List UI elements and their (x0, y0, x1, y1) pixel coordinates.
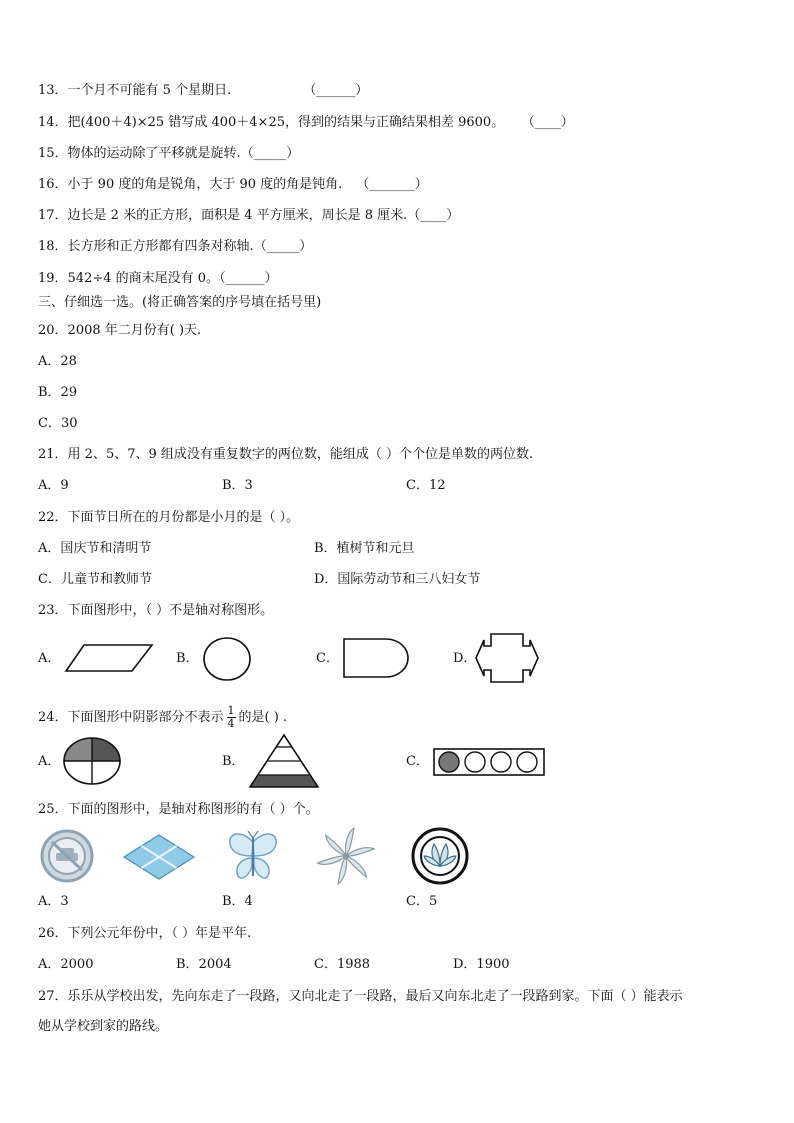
answer-blank[interactable]: （____） (528, 115, 574, 130)
option-d[interactable]: D．国际劳动节和三八妇女节 (314, 572, 481, 587)
option-b[interactable]: B．植树节和元旦 (314, 541, 415, 556)
question-27: 27．乐乐从学校出发，先向东走了一段路，又向北走了一段路，最后又向东北走了一段路到家。下面（ ）能表示 (38, 989, 683, 1004)
option-a[interactable]: A． (38, 754, 61, 769)
bullet-shape-figure (342, 637, 410, 679)
option-a[interactable]: A．国庆节和清明节 (38, 541, 152, 556)
section-heading: 三、仔细选一选。(将正确答案的序号填在括号里) (38, 295, 322, 310)
option-d[interactable]: D． (453, 651, 477, 666)
option-b[interactable]: B．4 (222, 894, 253, 909)
question-13: 13．一个月不可能有 5 个星期日. （______） (38, 83, 369, 98)
layered-triangle-figure (248, 733, 320, 789)
option-a[interactable]: A．2000 (38, 957, 94, 972)
question-24: 24．下面图形中阴影部分不表示 $\frac{1}{4}$ 的是( ) . (38, 704, 288, 730)
question-14: 14．把(400＋4)×25 错写成 400＋4×25，得到的结果与正确结果相差 9600。 （____） (38, 115, 574, 130)
answer-blank[interactable]: （______） (219, 271, 278, 286)
question-27-continued: 她从学校到家的路线。 (38, 1019, 169, 1034)
answer-blank[interactable]: （_____） (253, 239, 313, 254)
leaf-emblem-icon (410, 826, 470, 886)
question-23: 23．下面图形中，（ ）不是轴对称图形。 (38, 603, 274, 618)
question-26: 26．下列公元年份中，（ ）年是平年. (38, 926, 252, 941)
option-a[interactable]: A．9 (38, 478, 69, 493)
arrow-cross-figure (474, 632, 540, 684)
question-22: 22．下面节日所在的月份都是小月的是（ ）。 (38, 510, 300, 525)
option-a[interactable]: A．3 (38, 894, 69, 909)
option-b[interactable]: B． (176, 651, 199, 666)
option-b[interactable]: B．29 (38, 385, 78, 400)
option-c[interactable]: C．30 (38, 416, 78, 431)
question-19: 19．542÷4 的商末尾没有 0。（______） (38, 271, 278, 286)
four-circles-figure (433, 748, 545, 776)
option-a[interactable]: A．28 (38, 354, 77, 369)
butterfly-icon (224, 828, 282, 884)
question-20: 20．2008 年二月份有( )天. (38, 323, 202, 338)
option-b[interactable]: B．2004 (176, 957, 232, 972)
no-car-sign-icon (38, 828, 96, 884)
rhombus-figure (122, 833, 196, 881)
option-b[interactable]: B． (222, 754, 245, 769)
question-15: 15．物体的运动除了平移就是旋转.（_____） (38, 146, 300, 161)
circle-figure (202, 636, 252, 682)
question-18: 18．长方形和正方形都有四条对称轴.（_____） (38, 239, 313, 254)
answer-blank[interactable]: （____） (407, 208, 460, 223)
question-25: 25．下面的图形中，是轴对称图形的有（ ）个。 (38, 802, 319, 817)
answer-blank[interactable]: （_______） (356, 177, 428, 192)
parallelogram-figure (64, 643, 154, 673)
answer-blank[interactable]: （______） (303, 83, 369, 98)
question-16: 16．小于 90 度的角是锐角，大于 90 度的角是钝角. （_______） (38, 177, 428, 192)
quartered-ellipse-figure (62, 736, 122, 786)
question-21: 21．用 2、5、7、9 组成没有重复数字的两位数，能组成（ ）个个位是单数的两位数. (38, 447, 534, 462)
option-a[interactable]: A． (38, 651, 61, 666)
option-d[interactable]: D．1900 (453, 957, 510, 972)
option-c[interactable]: C．儿童节和教师节 (38, 572, 152, 587)
option-b[interactable]: B．3 (222, 478, 253, 493)
pinwheel-icon (314, 824, 378, 888)
option-c[interactable]: C． (316, 651, 339, 666)
option-c[interactable]: C．5 (406, 894, 438, 909)
option-c[interactable]: C．1988 (314, 957, 371, 972)
answer-blank[interactable]: （_____） (240, 146, 300, 161)
fraction-one-quarter: $\frac{1}{4}$ (227, 704, 235, 730)
option-c[interactable]: C．12 (406, 478, 446, 493)
option-c[interactable]: C． (406, 754, 429, 769)
question-17: 17．边长是 2 米的正方形，面积是 4 平方厘米，周长是 8 厘米.（____） (38, 208, 460, 223)
